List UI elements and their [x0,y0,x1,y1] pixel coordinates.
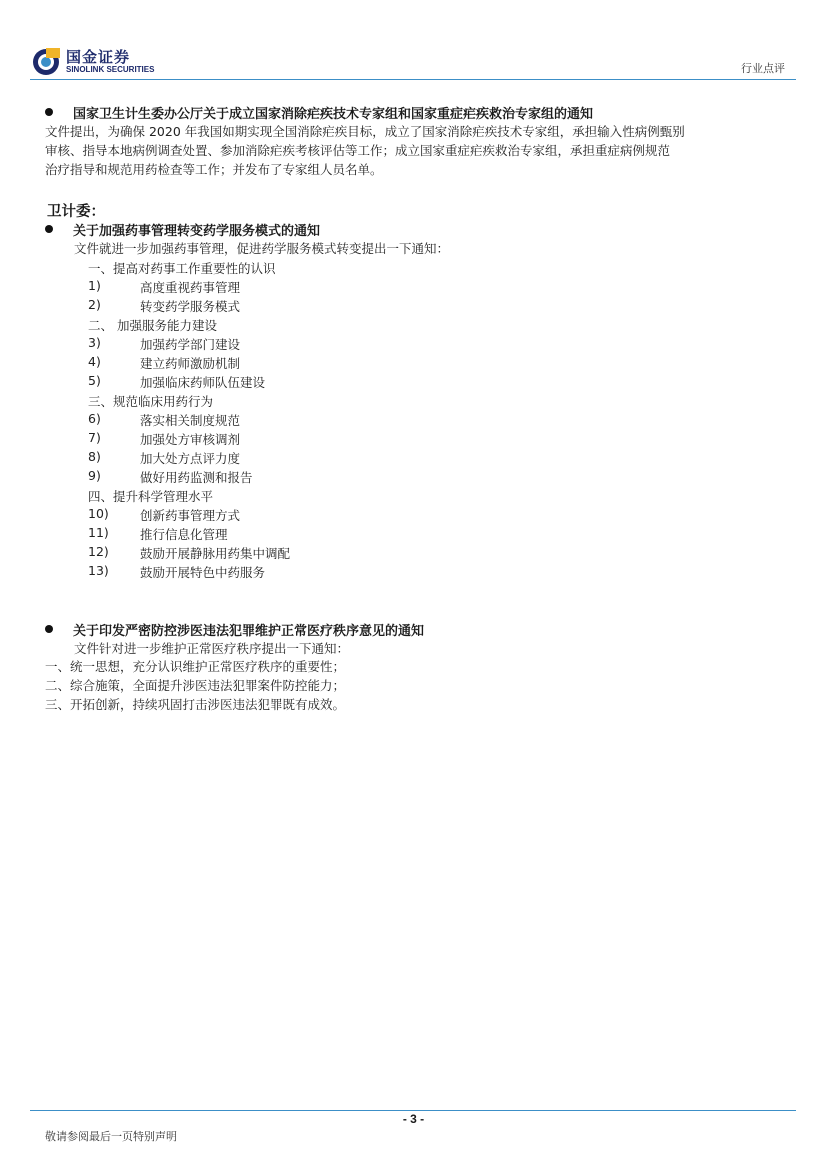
notice2-intro: 文件就进一步加强药事管理，促进药学服务模式转变提出一下通知： [74,241,450,256]
list-item: 2) 转变药学服务模式 [88,297,241,314]
list-item: 6) 落实相关制度规范 [88,411,241,428]
paragraph-line: 一、统一思想，充分认识维护正常医疗秩序的重要性； [45,659,346,674]
list-item: 11) 推行信息化管理 [88,525,228,542]
paragraph-line: 文件提出，为确保 2020 年我国如期实现全国消除疟疾目标，成立了国家消除疟疾技术专家组，承担输入性病例甄别 [45,124,685,139]
notice2-heading [45,220,320,239]
list-item: 7) 加强处方审核调剂 [88,430,241,447]
company-logo [32,46,157,78]
report-category: 行业点评 [741,62,785,75]
section-title: 卫计委： [47,204,105,220]
notice3-title: 关于印发严密防控涉医违法犯罪维护正常医疗秩序意见的通知 [73,624,425,639]
list-item: 5) 加强临床药师队伍建设 [88,373,266,390]
paragraph-line: 三、开拓创新，持续巩固打击涉医违法犯罪既有成效。 [45,697,346,712]
list-item: 三、规范临床用药行为 [88,394,214,409]
paragraph-line: 二、综合施策，全面提升涉医违法犯罪案件防控能力； [45,678,346,693]
list-item: 9) 做好用药监测和报告 [88,468,253,485]
footer-divider [30,1110,796,1111]
notice1-heading [45,103,593,122]
notice1-title: 国家卫生计生委办公厅关于成立国家消除疟疾技术专家组和国家重症疟疾救治专家组的通知 [73,107,594,122]
bullet-icon [45,625,53,633]
bullet-icon [45,225,53,233]
bullet-icon [45,108,53,116]
notice2-title: 关于加强药事管理转变药学服务模式的通知 [73,224,321,239]
list-item: 13) 鼓励开展特色中药服务 [88,563,266,580]
logo-icon [32,48,60,76]
header-divider [30,79,796,80]
notice3-intro: 文件针对进一步维护正常医疗秩序提出一下通知： [74,641,350,656]
list-item: 一、提高对药事工作重要性的认识 [88,261,276,276]
list-item: 10) 创新药事管理方式 [88,506,241,523]
paragraph-line: 治疗指导和规范用药检查等工作；并发布了专家组人员名单。 [45,162,383,177]
list-item: 二、 加强服务能力建设 [88,318,217,333]
notice3-heading [45,620,424,639]
page-number: - 3 - [402,1112,425,1126]
logo-text-cn: 国金证券 [66,48,131,66]
list-item: 12) 鼓励开展静脉用药集中调配 [88,544,291,561]
paragraph-line: 审核、指导本地病例调查处置、参加消除疟疾考核评估等工作；成立国家重症疟疾救治专家组，承担重症病例规范 [45,143,671,158]
notice3-body [45,657,345,714]
list-item: 3) 加强药学部门建设 [88,335,241,352]
notice1-body [45,122,685,179]
list-item: 四、提升科学管理水平 [88,489,214,504]
footer-disclaimer: 敬请参阅最后一页特别声明 [45,1130,177,1143]
list-item: 8) 加大处方点评力度 [88,449,241,466]
list-item: 1) 高度重视药事管理 [88,278,241,295]
list-item: 4) 建立药师激励机制 [88,354,241,371]
logo-text-en: SINOLINK SECURITIES [66,65,155,74]
